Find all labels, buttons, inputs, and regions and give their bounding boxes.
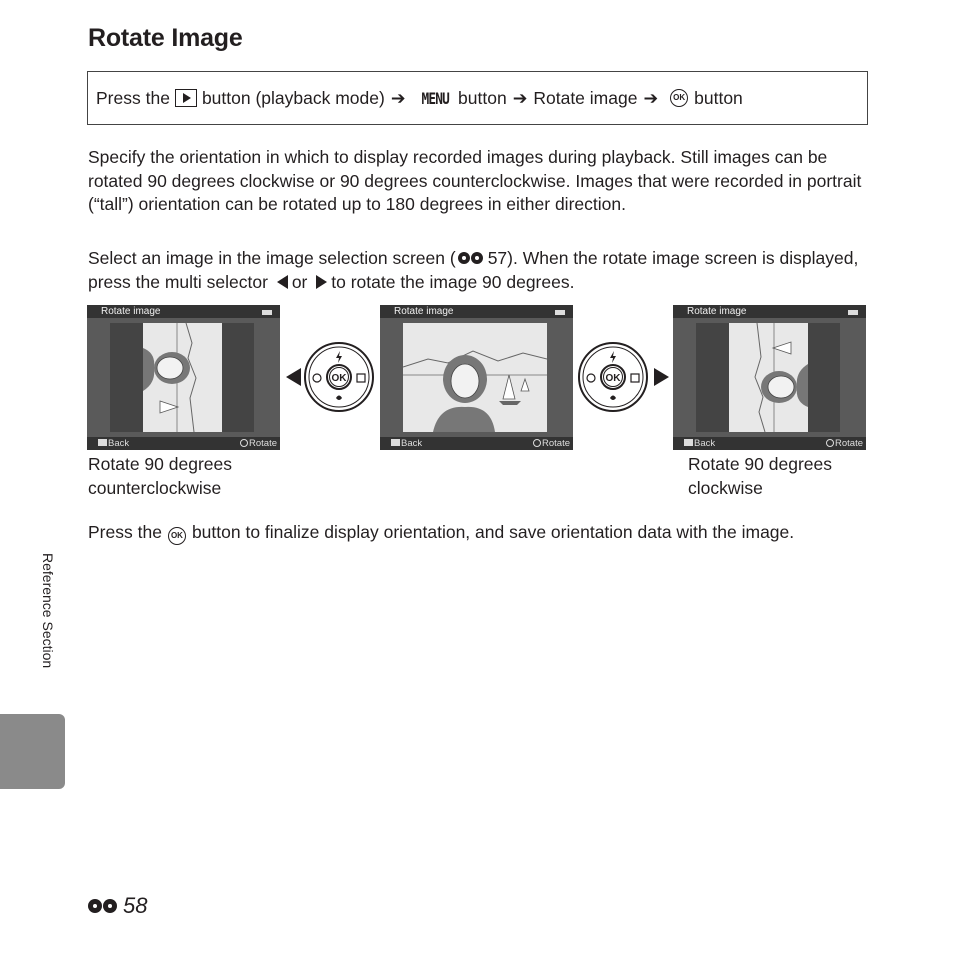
back-hint [98, 438, 129, 449]
photo-portrait-rotated [143, 323, 222, 432]
right-arrow-icon [316, 275, 327, 289]
camera-screen-original [380, 305, 573, 450]
menu-button-icon: MENU [420, 88, 449, 108]
back-label: Back [401, 438, 423, 449]
screen-header-title: Rotate image [101, 306, 161, 317]
screen-header-title: Rotate image [687, 306, 747, 317]
battery-icon [262, 310, 272, 315]
portrait-illustration [729, 323, 808, 432]
rotate-hint [826, 438, 863, 449]
caption-counterclockwise: Rotate 90 degrees counterclockwise [88, 454, 232, 498]
finalize-paragraph [88, 521, 873, 545]
ok-button-icon: OK [670, 89, 688, 107]
back-hint [684, 438, 715, 449]
rotate-label: Rotate [249, 438, 277, 449]
reference-section-icon [457, 251, 487, 265]
selector-ok-text: OK [331, 373, 347, 384]
path-menu-text: button [458, 87, 507, 108]
reference-page: 57 [487, 248, 508, 268]
rotate-hint [533, 438, 570, 449]
ok-button-icon: OK [168, 527, 186, 545]
battery-icon [555, 310, 565, 315]
landscape-illustration [403, 323, 547, 432]
instruction-paragraph [88, 247, 873, 294]
selector-ok-text: OK [605, 373, 621, 384]
left-arrow-icon [286, 368, 301, 386]
multi-selector-mini-icon [533, 439, 541, 447]
arrow-right-icon: ➔ [390, 87, 406, 108]
arrow-right-icon: ➔ [643, 87, 659, 108]
image-display-area [403, 323, 547, 432]
rotate-label: Rotate [835, 438, 863, 449]
multi-selector-icon [303, 341, 375, 413]
instruction-or: or [291, 271, 308, 292]
path-item: Rotate image [533, 87, 638, 108]
multi-selector-icon [577, 341, 649, 413]
multi-selector-mini-icon [826, 439, 834, 447]
battery-icon [848, 310, 858, 315]
description-paragraph: Specify the orientation in which to display recorded images during playback. Still images can be rotated 90 degrees clockwise or 90 degrees counterclockwise. Images that were recorded in portrait (“tall”) orientation can be rotated up to 180 degrees in either direction. [88, 147, 862, 214]
portrait-illustration [143, 323, 222, 432]
path-prefix: Press the [96, 87, 170, 108]
menu-mini-icon [391, 439, 400, 446]
left-arrow-icon [277, 275, 288, 289]
finalize-text-1: Press the [88, 522, 162, 542]
rotate-label: Rotate [542, 438, 570, 449]
instruction-text-1: Select an image in the image selection screen ( [88, 248, 456, 268]
menu-path-box [87, 71, 868, 125]
rotate-hint [240, 438, 277, 449]
finalize-text-2: button to finalize display orientation, and save orientation data with the image. [191, 522, 795, 542]
section-tab [0, 714, 65, 789]
right-arrow-icon [654, 368, 669, 386]
page-number-value: 58 [123, 893, 148, 918]
playback-button-icon [175, 89, 197, 107]
path-ok-text: button [694, 87, 743, 108]
page-title: Rotate Image [88, 24, 243, 52]
arrow-right-icon: ➔ [512, 87, 528, 108]
menu-mini-icon [684, 439, 693, 446]
back-label: Back [108, 438, 130, 449]
instruction-text-3: to rotate the image 90 degrees. [331, 271, 575, 292]
reference-section-icon [87, 898, 121, 914]
page-number [86, 893, 147, 919]
back-hint [391, 438, 422, 449]
image-display-area [696, 323, 840, 432]
multi-selector-mini-icon [240, 439, 248, 447]
instruction-text-2: ). When the rotate image screen is displayed, press the multi selector [88, 248, 859, 292]
camera-screen-counterclockwise [87, 305, 280, 450]
section-side-label-text: Reference Section [40, 553, 56, 669]
section-side-label [40, 553, 56, 703]
back-label: Back [694, 438, 716, 449]
photo-landscape [403, 323, 547, 432]
camera-screen-clockwise [673, 305, 866, 450]
screen-header-title: Rotate image [394, 306, 454, 317]
path-playback-text: button (playback mode) [201, 87, 385, 108]
image-display-area [110, 323, 254, 432]
menu-mini-icon [98, 439, 107, 446]
caption-clockwise: Rotate 90 degrees clockwise [688, 454, 832, 498]
photo-portrait-rotated [729, 323, 808, 432]
